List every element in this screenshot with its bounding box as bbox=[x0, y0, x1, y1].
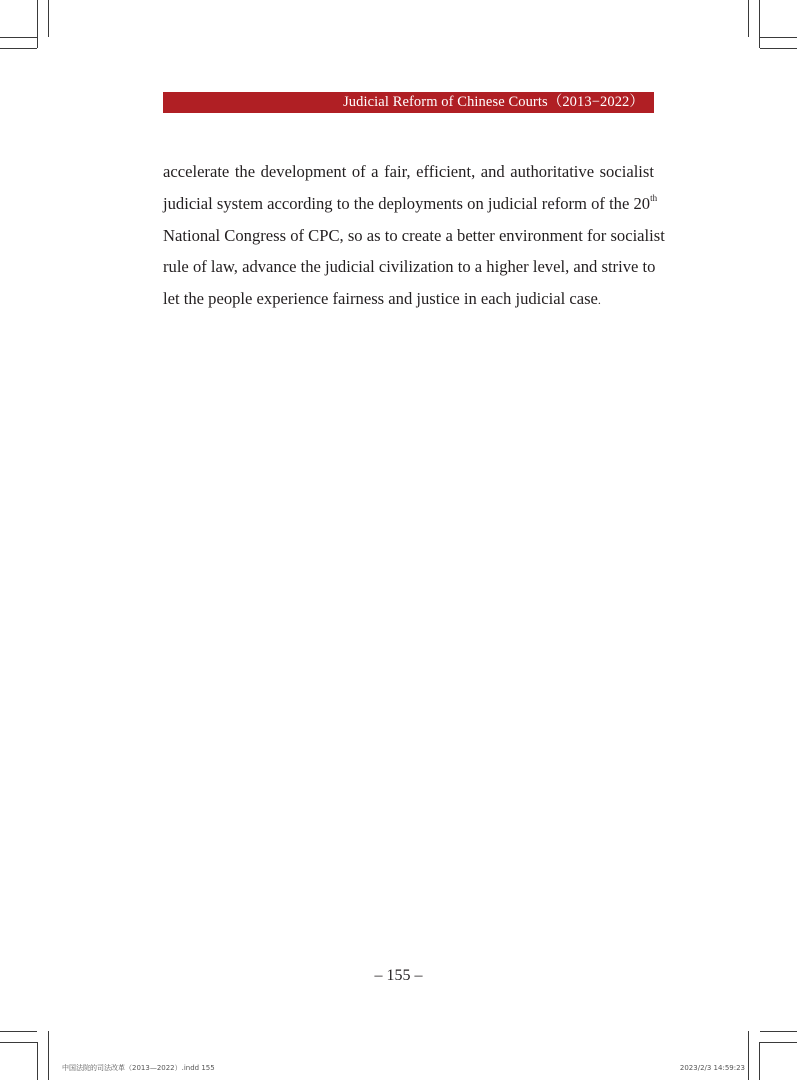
crop-mark-bottom-right-horizontal-inner bbox=[760, 1042, 797, 1043]
crop-mark-top-left-vertical bbox=[37, 0, 38, 48]
crop-mark-top-left-horizontal-inner bbox=[0, 48, 37, 49]
crop-mark-top-right-vertical-outer bbox=[748, 0, 749, 37]
crop-mark-bottom-left-vertical-outer bbox=[48, 1031, 49, 1080]
crop-mark-top-left-horizontal bbox=[0, 37, 37, 38]
body-line-3-text: National Congress of CPC, so as to create a better environment for socialist bbox=[163, 225, 665, 245]
crop-mark-bottom-left-horizontal-inner bbox=[0, 1042, 37, 1043]
body-paragraph bbox=[163, 156, 665, 315]
body-line-4 bbox=[163, 251, 654, 283]
ordinal-superscript: th bbox=[650, 192, 658, 203]
body-line-1 bbox=[163, 156, 654, 188]
slug-timestamp: 2023/2/3 14:59:23 bbox=[679, 1064, 745, 1072]
crop-mark-bottom-right-horizontal bbox=[760, 1031, 797, 1032]
final-period: . bbox=[597, 293, 601, 308]
crop-mark-bottom-right-vertical-outer bbox=[748, 1031, 749, 1080]
page-number: – 155 – bbox=[374, 967, 423, 984]
crop-mark-bottom-left-vertical bbox=[37, 1042, 38, 1080]
crop-mark-top-right-horizontal bbox=[760, 37, 797, 38]
body-line-1-text: accelerate the development of a fair, efficient, and authoritative socialist bbox=[163, 162, 654, 181]
body-line-5-text: let the people experience fairness and justice in each judicial case bbox=[163, 289, 598, 309]
crop-mark-bottom-left-horizontal bbox=[0, 1031, 37, 1032]
running-header-band bbox=[163, 92, 654, 113]
body-line-5 bbox=[163, 283, 654, 315]
crop-mark-top-right-vertical bbox=[759, 0, 760, 48]
crop-mark-bottom-right-vertical bbox=[759, 1042, 760, 1080]
slug-filename: 中国法院的司法改革（2013—2022）.indd 155 bbox=[62, 1064, 215, 1072]
body-line-4-text: rule of law, advance the judicial civilization to a higher level, and strive to bbox=[163, 257, 656, 277]
body-line-3 bbox=[163, 220, 665, 252]
running-header-title: Judicial Reform of Chinese Courts（2013−2022） bbox=[343, 94, 644, 110]
crop-mark-top-right-horizontal-inner bbox=[760, 48, 797, 49]
body-line-2-text: judicial system according to the deployments on judicial reform of the 20 bbox=[163, 193, 651, 213]
crop-mark-top-left-vertical-outer bbox=[48, 0, 49, 37]
body-line-2 bbox=[163, 188, 658, 220]
